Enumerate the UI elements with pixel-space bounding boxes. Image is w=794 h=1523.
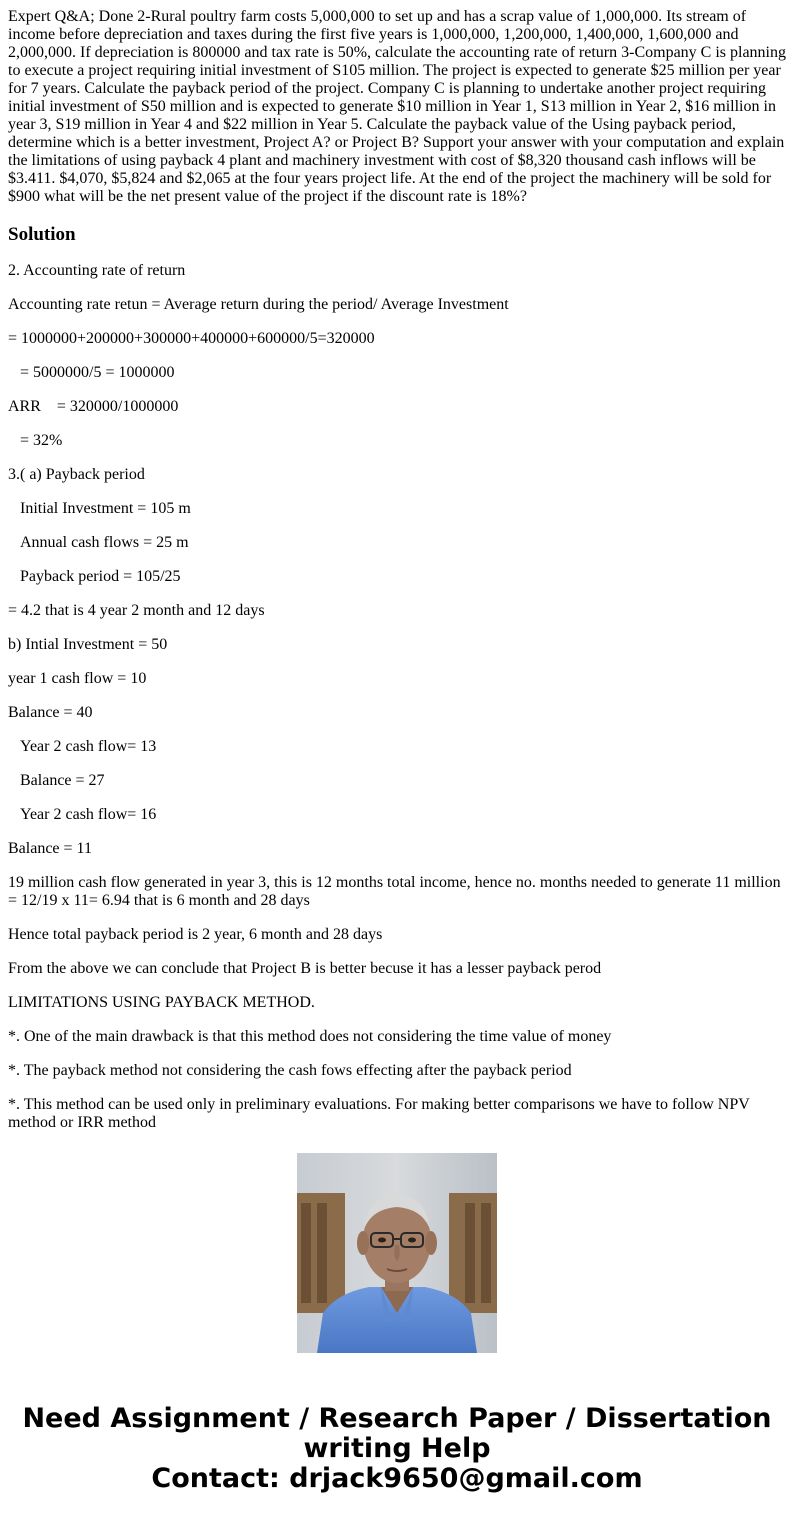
promo-contact: Contact: drjack9650@gmail.com	[151, 1463, 643, 1494]
solution-line: LIMITATIONS USING PAYBACK METHOD.	[8, 994, 315, 1011]
solution-line: Year 2 cash flow= 16	[8, 806, 157, 823]
solution-line: year 1 cash flow = 10	[8, 670, 147, 687]
avatar	[297, 1153, 497, 1353]
promo-line: writing Help	[303, 1433, 491, 1464]
solution-line: 19 million cash flow generated in year 3, this is 12 months total income, hence no. months needed to generate 11 million = 12/19 x 11= 6.94 that is 6 month and 28 days	[8, 874, 785, 909]
solution-line: From the above we can conclude that Project B is better becuse it has a lesser payback perod	[8, 960, 602, 977]
solution-line: Balance = 27	[8, 772, 105, 789]
solution-line: Balance = 11	[8, 840, 92, 857]
solution-line: Accounting rate retun = Average return during the period/ Average Investment	[8, 296, 509, 313]
solution-heading: Solution	[8, 224, 76, 245]
solution-line: 2. Accounting rate of return	[8, 262, 186, 279]
promo-line: Need Assignment / Research Paper / Dissertation	[22, 1403, 772, 1434]
tutor-photo	[297, 1153, 497, 1353]
solution-line: = 4.2 that is 4 year 2 month and 12 days	[8, 602, 265, 619]
question-text: Expert Q&A; Done 2-Rural poultry farm costs 5,000,000 to set up and has a scrap value of 1,000,000. Its stream of income before depreciation and taxes during the first five years is 1,000,000, 1,200,000, 1,400,000, 1,600,000 and 2,000,000. If depreciation is 800000 and tax rate is 50%, calculate the accounting rate of return 3-Company C is planning to execute a project requiring initial investment of S105 million. The project is expected to generate $25 million per year for 7 years. Calculate the payback period of the project. Company C is planning to undertake another project requiring initial investment of S50 million and is expected to generate $10 million in Year 1, S13 million in Year 2, $16 million in year 3, S19 million in Year 4 and $22 million in Year 5. Calculate the payback value of the Using payback period, determine which is a better investment, Project A? or Project B? Support your answer with your computation and explain the limitations of using payback 4 plant and machinery investment with cost of $8,320 thousand cash inflows will be $3.411. $4,070, $5,824 and $2,065 at the four years project life. At the end of the project the machinery will be sold for $900 what will be the net present value of the project if the discount rate is 18%?	[8, 8, 786, 205]
solution-line: *. The payback method not considering the cash fows effecting after the payback period	[8, 1062, 572, 1079]
solution-line: ARR = 320000/1000000	[8, 398, 179, 415]
solution-line: *. This method can be used only in preliminary evaluations. For making better comparisons we have to follow NPV method or IRR method	[8, 1096, 754, 1131]
solution-line: Payback period = 105/25	[8, 568, 181, 585]
solution-content	[8, 8, 788, 1131]
solution-line: *. One of the main drawback is that this method does not considering the time value of money	[8, 1028, 612, 1045]
solution-line: Annual cash flows = 25 m	[8, 534, 189, 551]
solution-steps	[8, 262, 788, 1132]
solution-line: = 5000000/5 = 1000000	[8, 364, 175, 381]
solution-line: = 32%	[8, 432, 63, 449]
solution-line: = 1000000+200000+300000+400000+600000/5=320000	[8, 330, 375, 347]
solution-line: b) Intial Investment = 50	[8, 636, 168, 653]
solution-line: 3.( a) Payback period	[8, 466, 145, 483]
solution-line: Balance = 40	[8, 704, 93, 721]
solution-line: Year 2 cash flow= 13	[8, 738, 157, 755]
solution-line: Hence total payback period is 2 year, 6 month and 28 days	[8, 926, 383, 943]
promo-banner	[0, 1404, 794, 1494]
solution-line: Initial Investment = 105 m	[8, 500, 191, 517]
